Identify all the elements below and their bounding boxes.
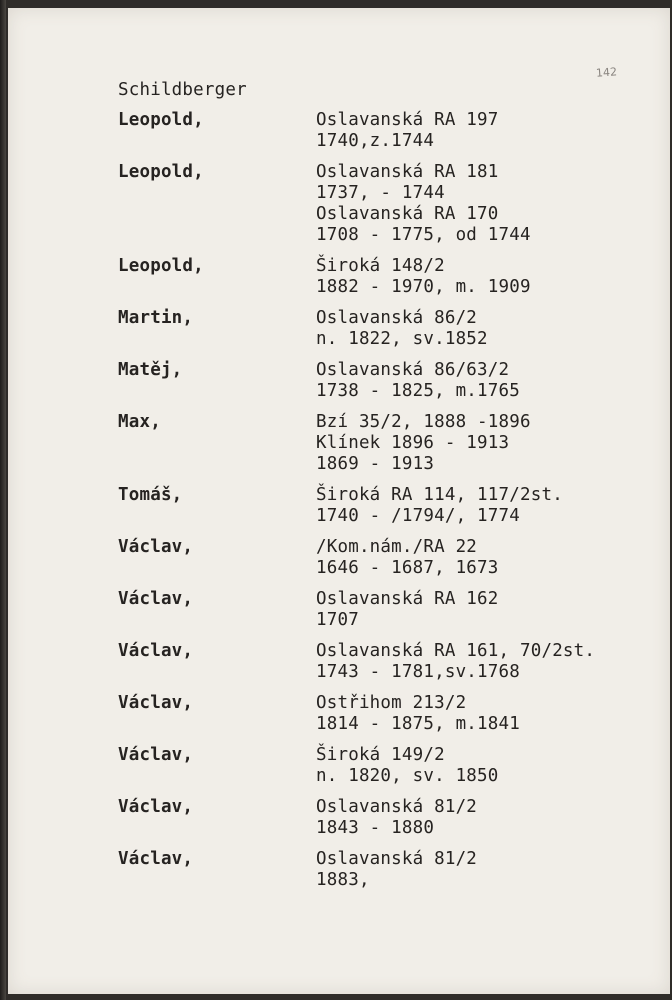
entry-row — [118, 360, 658, 402]
given-name: Václav, — [118, 849, 194, 869]
entry-details — [316, 537, 658, 579]
entry-details — [316, 797, 658, 839]
detail-line: Oslavanská 81/2 — [316, 849, 478, 869]
entries-list — [118, 110, 658, 901]
given-name: Matěj, — [118, 360, 183, 380]
entry-row — [118, 797, 658, 839]
detail-line: 1738 - 1825, m.1765 — [316, 381, 520, 401]
detail-line: 1708 - 1775, od 1744 — [316, 225, 531, 245]
index-card — [8, 8, 670, 994]
given-name: Leopold, — [118, 110, 204, 130]
entry-row — [118, 412, 658, 475]
detail-line: Široká RA 114, 117/2st. — [316, 485, 563, 505]
entry-details — [316, 485, 658, 527]
entry-details — [316, 745, 658, 787]
given-name: Leopold, — [118, 256, 204, 276]
detail-line: Klínek 1896 - 1913 — [316, 433, 510, 453]
entry-details — [316, 308, 658, 350]
entry-details — [316, 849, 658, 891]
detail-line: 1740 - /1794/, 1774 — [316, 506, 520, 526]
detail-line: 1737, - 1744 — [316, 183, 445, 203]
detail-line: Oslavanská RA 181 — [316, 162, 499, 182]
entry-row — [118, 745, 658, 787]
given-name: Leopold, — [118, 162, 204, 182]
detail-line: Oslavanská 81/2 — [316, 797, 478, 817]
detail-line: Široká 149/2 — [316, 745, 445, 765]
entry-row — [118, 308, 658, 350]
entry-details — [316, 641, 658, 683]
detail-line: n. 1822, sv.1852 — [316, 329, 488, 349]
given-name: Václav, — [118, 641, 194, 661]
entry-row — [118, 693, 658, 735]
detail-line: Oslavanská 86/2 — [316, 308, 478, 328]
given-name: Václav, — [118, 693, 194, 713]
detail-line: 1882 - 1970, m. 1909 — [316, 277, 531, 297]
given-name: Tomáš, — [118, 485, 183, 505]
detail-line: 1843 - 1880 — [316, 818, 435, 838]
detail-line: 1743 - 1781,sv.1768 — [316, 662, 520, 682]
detail-line: 1646 - 1687, 1673 — [316, 558, 499, 578]
given-name: Max, — [118, 412, 161, 432]
detail-line: 1814 - 1875, m.1841 — [316, 714, 520, 734]
entry-row — [118, 849, 658, 891]
entry-row — [118, 589, 658, 631]
detail-line: Oslavanská RA 197 — [316, 110, 499, 130]
entry-row — [118, 641, 658, 683]
given-name: Václav, — [118, 745, 194, 765]
detail-line: Ostřihom 213/2 — [316, 693, 467, 713]
detail-line: Široká 148/2 — [316, 256, 445, 276]
detail-line: 1707 — [316, 610, 359, 630]
entry-row — [118, 256, 658, 298]
detail-line: /Kom.nám./RA 22 — [316, 537, 478, 557]
entry-row — [118, 110, 658, 152]
entry-details — [316, 256, 658, 298]
given-name: Václav, — [118, 537, 194, 557]
given-name: Martin, — [118, 308, 194, 328]
entry-details — [316, 110, 658, 152]
entry-details — [316, 360, 658, 402]
detail-line: Bzí 35/2, 1888 -1896 — [316, 412, 531, 432]
binding-edge — [0, 0, 6, 1000]
detail-line: Oslavanská 86/63/2 — [316, 360, 510, 380]
entry-row — [118, 162, 658, 246]
detail-line: 1740,z.1744 — [316, 131, 435, 151]
detail-line: Oslavanská RA 162 — [316, 589, 499, 609]
given-name: Václav, — [118, 589, 194, 609]
detail-line: Oslavanská RA 170 — [316, 204, 499, 224]
entry-details — [316, 589, 658, 631]
entry-details — [316, 162, 658, 246]
detail-line: Oslavanská RA 161, 70/2st. — [316, 641, 596, 661]
page-number: 142 — [595, 65, 618, 80]
detail-line: 1883, — [316, 870, 370, 890]
entry-row — [118, 485, 658, 527]
entry-details — [316, 412, 658, 475]
given-name: Václav, — [118, 797, 194, 817]
entry-details — [316, 693, 658, 735]
detail-line: 1869 - 1913 — [316, 454, 435, 474]
surname-heading: Schildberger — [118, 80, 247, 100]
detail-line: n. 1820, sv. 1850 — [316, 766, 499, 786]
entry-row — [118, 537, 658, 579]
